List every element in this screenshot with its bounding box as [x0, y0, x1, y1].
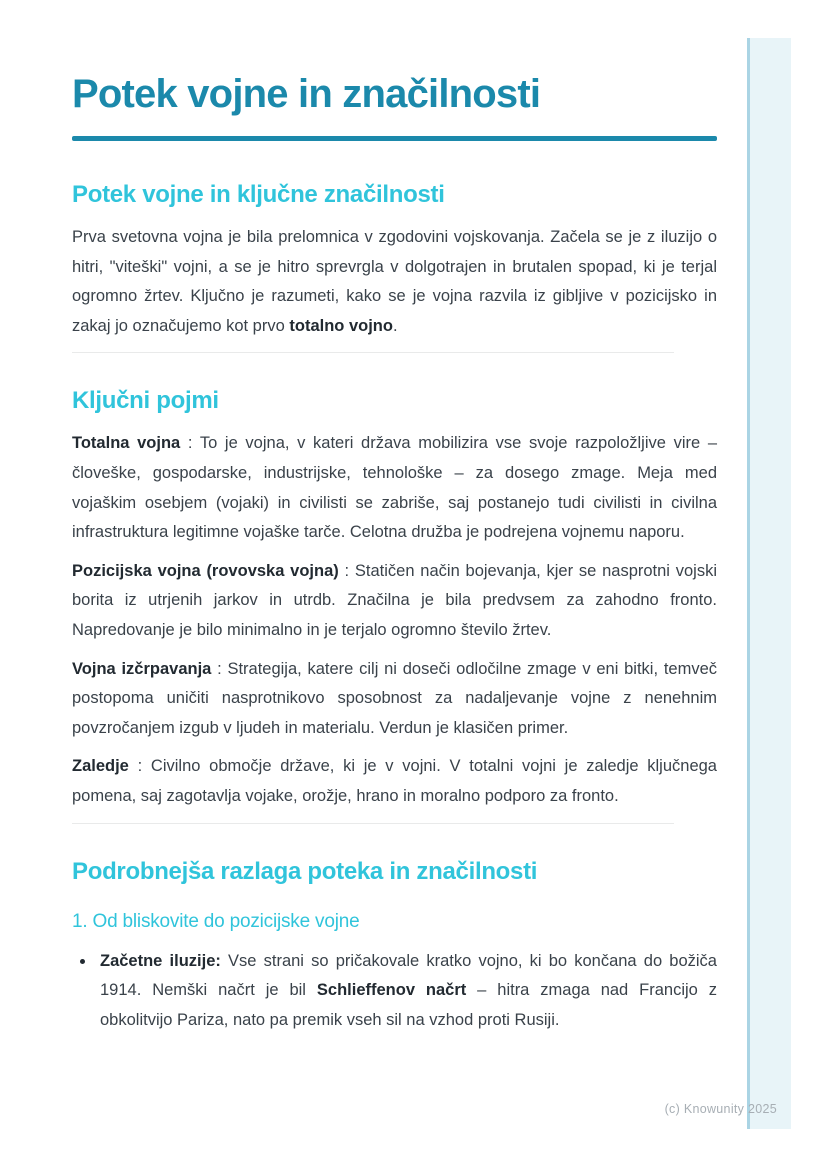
section-divider — [72, 352, 674, 353]
bullet-icon — [80, 959, 85, 964]
title-underline — [72, 136, 717, 141]
intro-paragraph: Prva svetovna vojna je bila prelomnica v zgodovini vojskovanja. Začela se je z iluzijo o hitri, "viteški" vojni, a se je hitro sprevrgla v dolgotrajen in brutalen spopad, ki je terjal ogromno žrtev. Ključno je razumeti, kako se je vojna razvila iz gibljive v pozicijsko in zakaj jo označujemo kot prvo totalno vojno. — [72, 228, 717, 335]
bullet-list — [72, 947, 717, 1036]
term-paragraph-vojna-izcrpavanja: Vojna izčrpavanja : Strategija, katere cilj ni doseči odločilne zmage v eni bitki, temveč postopoma uničiti nasprotnikovo sposobnost za nadaljevanje vojne z nenehnim povzročanjem izgub v ljudeh in materialu. Verdun je klasičen primer. — [72, 659, 717, 737]
section-divider — [72, 823, 674, 824]
term-paragraph-zaledje: Zaledje : Civilno območje države, ki je v vojni. V totalni vojni je zaledje ključnega pomena, saj zagotavlja vojake, orožje, hrano in moralno podporo za fronto. — [72, 757, 717, 805]
document-title: Potek vojne in značilnosti — [72, 72, 541, 116]
list-item-text: Začetne iluzije: Vse strani so pričakovale kratko vojno, ki bo končana do božiča 1914. Nemški načrt je bil Schlieffenov načrt – hitra zmaga nad Francijo z obkolitvijo Pariza, nato pa premik vseh sil na vzhod proti Rusiji. — [100, 951, 717, 1029]
section-heading-detail: Podrobnejša razlaga poteka in značilnosti — [72, 857, 538, 885]
section-heading-key-terms: Ključni pojmi — [72, 387, 219, 415]
copyright-notice: (c) Knowunity 2025 — [664, 1102, 777, 1116]
list-item — [72, 947, 717, 1036]
section-heading-intro: Potek vojne in ključne značilnosti — [72, 181, 445, 208]
term-paragraph-pozicijska-vojna: Pozicijska vojna (rovovska vojna) : Statičen način bojevanja, kjer se nasprotni vojski borita iz utrjenih jarkov in utrdb. Značilna je bila predvsem za zahodno fronto. Napredovanje je bilo minimalno in je terjalo ogromno število žrtev. — [72, 561, 717, 639]
subsection-heading-1: 1. Od bliskovite do pozicijske vojne — [72, 910, 360, 932]
term-paragraph-totalna-vojna: Totalna vojna : To je vojna, v kateri država mobilizira vse svoje razpoložljive vire – človeške, gospodarske, industrijske, tehnološke – za dosego zmage. Meja med vojaškim osebjem (vojaki) in civilisti se zabriše, saj postanejo tudi civilisti in civilna infrastruktura legitimne vojaške tarče. Celotna družba je podrejena vojnemu naporu. — [72, 434, 718, 542]
